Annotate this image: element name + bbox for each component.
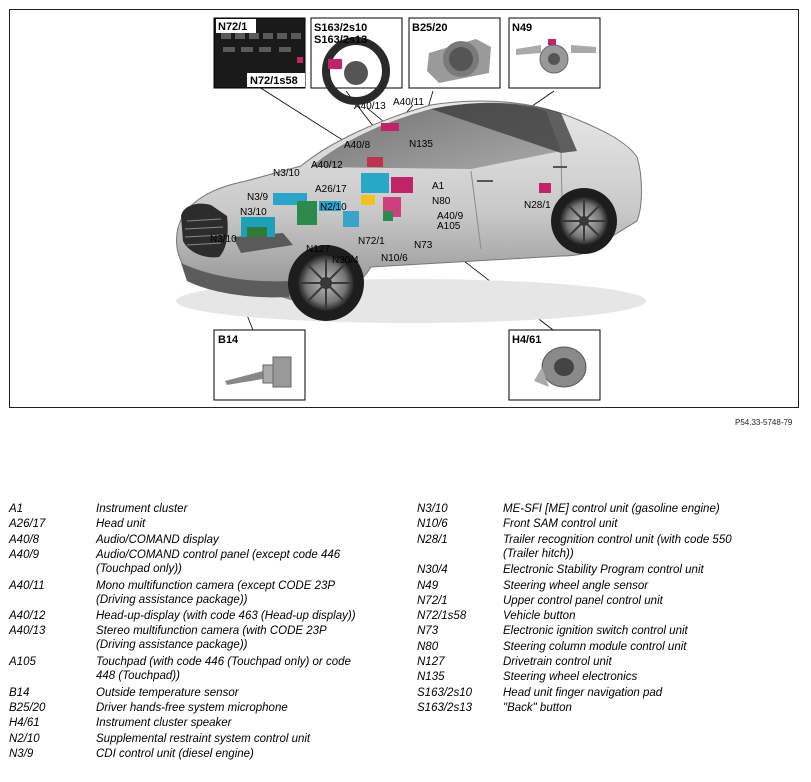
legend-description: Front SAM control unit [503,518,618,531]
legend-code: A1 [9,503,24,515]
inset-s163-title-2: S163/2s13 [314,34,368,46]
inset-n72-1-sub: N72/1s58 [250,75,298,87]
legend-code: A40/11 [9,579,45,592]
callout-n3-10-mid: N3/10 [240,207,267,218]
inset-n49-title: N49 [512,22,533,34]
inset-n49 [509,18,600,88]
legend-description: ME-SFI [ME] control unit (gasoline engine) [503,503,720,515]
callout-n28-1: N28/1 [524,200,551,211]
inset-s163-title-1: S163/2s10 [314,22,368,34]
inset-n72-1 [214,18,305,88]
inset-n72-1-title: N72/1 [218,21,248,33]
legend-description-cont: (Driving assistance package)) [96,639,248,652]
legend-description: Driver hands-free system microphone [96,701,288,714]
legend-description: Audio/COMAND control panel (except code 446 [96,548,341,561]
callout-n73: N73 [414,240,433,251]
inset-h4-61 [509,330,600,400]
legend-code: A40/12 [9,610,46,623]
callout-a1: A1 [432,181,445,192]
callout-a105: A105 [437,221,461,232]
legend-description: Touchpad (with code 446 (Touchpad only) or code [96,656,351,668]
legend-description-cont: (Touchpad only)) [96,562,182,575]
legend-description: Vehicle button [503,610,576,623]
component-a40-12 [367,157,383,167]
component-n28-1 [539,183,551,193]
inset-s163 [311,18,402,101]
legend-description: Instrument cluster [96,503,188,515]
legend-code: A105 [9,656,36,668]
inset-b14-title: B14 [218,334,239,346]
callout-n10-6: N10/6 [381,253,408,264]
legend-description: Audio/COMAND display [96,533,219,546]
legend-code: N49 [417,579,439,592]
legend-description: Head unit finger navigation pad [503,686,663,699]
legend-code: A40/8 [9,533,40,546]
legend-code: S163/2s13 [417,701,472,714]
legend-code: N73 [417,625,439,638]
callout-n30-4: N30/4 [332,255,359,266]
callout-n2-10: N2/10 [320,202,347,213]
legend-description-cont: (Driving assistance package)) [96,593,248,606]
component-n72-1 [383,211,393,221]
legend-description: Outside temperature sensor [96,686,239,699]
legend [0,502,811,782]
callout-a26-17: A26/17 [315,184,347,195]
legend-code: B14 [9,686,30,699]
legend-description: Steering column module control unit [503,640,687,653]
legend-code: B25/20 [9,701,46,714]
legend-description: Mono multifunction camera (except CODE 23P [96,579,336,592]
legend-code: N72/1s58 [417,610,467,623]
legend-description: Instrument cluster speaker [96,717,232,730]
callout-a40-8: A40/8 [344,140,371,151]
legend-code: N3/10 [417,503,448,515]
inset-b25-20 [409,18,500,88]
callout-a40-9: A40/9 [437,211,464,222]
callout-n3-10-low: N3/10 [210,234,237,245]
legend-description: Supplemental restraint system control unit [96,732,311,745]
legend-code: N30/4 [417,564,448,577]
legend-code: N80 [417,640,439,653]
legend-description: Trailer recognition control unit (with code 550 [503,533,732,546]
legend-code: A40/13 [9,625,46,638]
inset-b25-20-title: B25/20 [412,22,448,34]
component-a40-8 [361,173,389,193]
callout-n135: N135 [409,139,433,150]
diagram-figure [9,9,799,408]
legend-code: A40/9 [9,548,40,561]
legend-code: H4/61 [9,717,40,730]
callout-n127: N127 [306,244,330,255]
legend-code: N10/6 [417,518,448,531]
legend-description-cont: 448 (Touchpad)) [96,670,180,682]
callout-n3-10-top: N3/10 [273,168,300,179]
callout-n3-9: N3/9 [247,192,269,203]
legend-description: CDI control unit (diesel engine) [96,747,254,760]
legend-description: Electronic Stability Program control unit [503,564,704,577]
callout-n72-1: N72/1 [358,236,385,247]
callout-a40-12: A40/12 [311,160,343,171]
inset-b14 [214,330,305,400]
legend-code: N127 [417,656,445,668]
legend-code: N3/9 [9,747,34,760]
legend-description: Stereo multifunction camera (with CODE 23P [96,625,327,638]
callout-a40-11: A40/11 [393,97,424,108]
legend-description: Steering wheel angle sensor [503,579,649,592]
legend-description: Steering wheel electronics [503,671,638,684]
legend-description: Head-up-display (with code 463 (Head-up display)) [96,610,356,623]
component-n30-4 [343,211,359,227]
callout-a40-13: A40/13 [354,101,386,112]
legend-code: S163/2s10 [417,686,472,699]
legend-code: N2/10 [9,732,40,745]
legend-code: A26/17 [9,518,46,531]
legend-description: "Back" button [503,701,572,714]
component-a40-13 [381,123,399,131]
legend-code: N72/1 [417,594,448,607]
figure-reference: P54.33-5748-79 [735,418,793,427]
component-a1 [391,177,413,193]
legend-code: N28/1 [417,533,448,546]
inset-h4-61-title: H4/61 [512,334,542,346]
component-a26-17 [361,195,375,205]
component-n127 [297,201,317,225]
legend-description: Drivetrain control unit [503,656,612,668]
legend-description-cont: (Trailer hitch)) [503,547,574,560]
callout-n80: N80 [432,196,451,207]
legend-description: Head unit [96,518,146,531]
legend-description: Upper control panel control unit [503,594,663,607]
legend-description: Electronic ignition switch control unit [503,625,688,638]
legend-code: N135 [417,671,445,684]
